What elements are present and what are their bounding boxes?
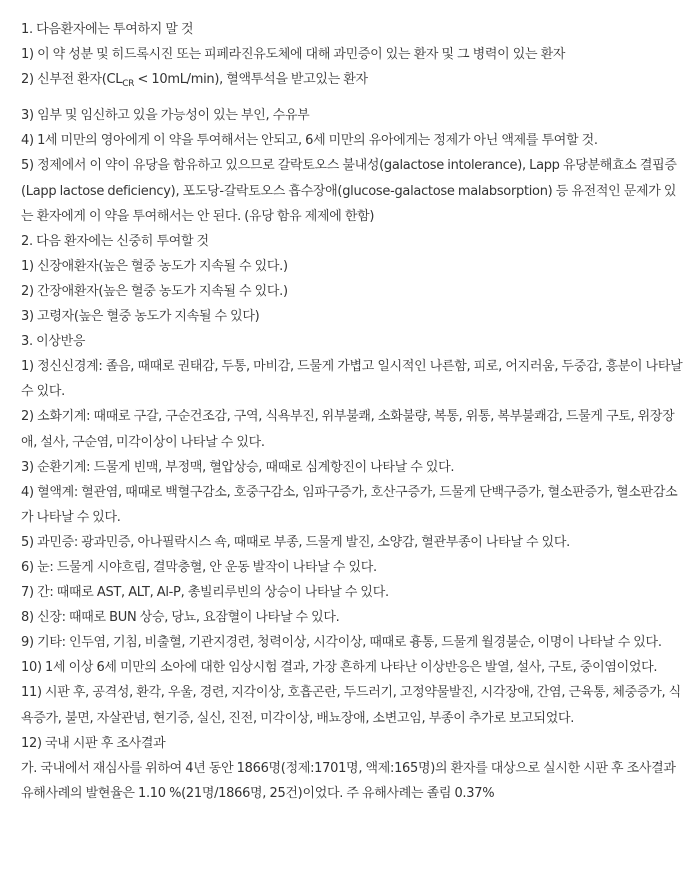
adverse-item-5: 5) 과민증: 광과민증, 아나필락시스 쇽, 때때로 부종, 드물게 발진, 소양감, 혈관부종이 나타날 수 있다. xyxy=(21,534,570,550)
adverse-item-6: 6) 눈: 드물게 시야흐림, 결막충혈, 안 운동 발작이 나타날 수 있다. xyxy=(21,559,377,575)
caution-item-1: 1) 신장애환자(높은 혈중 농도가 지속될 수 있다.) xyxy=(21,258,288,274)
contraindication-item-2 xyxy=(21,67,685,97)
adverse-item-12-a: 가. 국내에서 재심사를 위하여 4년 동안 1866명(정제:1701명, 액제:165명)의 환자를 대상으로 실시한 시판 후 조사결과 유해사례의 발현율은 1.10 %(21명/1866명, 25건)이었다. 주 유해사례는 졸림 0.37% xyxy=(21,760,676,801)
contraindication-item-1: 1) 이 약 성분 및 히드록시진 또는 피페라진유도체에 대해 과민증이 있는 환자 및 그 병력이 있는 환자 xyxy=(21,47,566,63)
contraindication-item-5: 5) 정제에서 이 약이 유당을 함유하고 있으므로 갈락토오스 불내성(galactose intolerance), Lapp 유당분해효소 결핍증(Lapp lactose deficiency), 포도당-갈락토오스 흡수장애(glucose-galactose malabsorption) 등 유전적인 문제가 있는 환자에게 이 약을 투여해서는 안 된다. (유당 함유 제제에 한함) xyxy=(21,158,677,224)
adverse-item-10: 10) 1세 이상 6세 미만의 소아에 대한 임상시험 결과, 가장 흔하게 나타난 이상반응은 발열, 설사, 구토, 중이염이었다. xyxy=(21,660,658,676)
adverse-item-11: 11) 시판 후, 공격성, 환각, 우울, 경련, 지각이상, 호흡곤란, 두드러기, 고정약물발진, 시각장애, 간염, 근육통, 체중증가, 식욕증가, 불면, 자살관념, 현기증, 실신, 진전, 미각이상, 배뇨장애, 소변고임, 부종이 추가로 보고되었다. xyxy=(21,685,681,726)
contraindication-item-4: 4) 1세 미만의 영아에게 이 약을 투여해서는 안되고, 6세 미만의 유아에게는 정제가 아닌 액제를 투여할 것. xyxy=(21,133,598,149)
adverse-item-9: 9) 기타: 인두염, 기침, 비출혈, 기관지경련, 청력이상, 시각이상, 때때로 흉통, 드물게 월경불순, 이명이 나타날 수 있다. xyxy=(21,635,662,651)
clcr-suffix: < 10mL/min), 혈액투석을 받고있는 환자 xyxy=(134,72,368,88)
clcr-subscript: CR xyxy=(122,79,135,90)
adverse-item-8: 8) 신장: 때때로 BUN 상승, 당뇨, 요잠혈이 나타날 수 있다. xyxy=(21,610,340,626)
document-body xyxy=(21,17,685,806)
adverse-item-4: 4) 혈액계: 혈관염, 때때로 백혈구감소, 호중구감소, 임파구증가, 호산구증가, 드물게 단백구증가, 혈소판증가, 혈소판감소가 나타날 수 있다. xyxy=(21,484,678,525)
adverse-item-12: 12) 국내 시판 후 조사결과 xyxy=(21,735,166,751)
section-2-heading: 2. 다음 환자에는 신중히 투여할 것 xyxy=(21,233,209,249)
caution-item-3: 3) 고령자(높은 혈중 농도가 지속될 수 있다) xyxy=(21,309,260,325)
section-3-heading: 3. 이상반응 xyxy=(21,334,86,350)
contraindication-item-3: 3) 임부 및 임신하고 있을 가능성이 있는 부인, 수유부 xyxy=(21,108,310,124)
adverse-item-7: 7) 간: 때때로 AST, ALT, Al-P, 총빌리루빈의 상승이 나타날 수 있다. xyxy=(21,585,389,601)
adverse-item-1: 1) 정신신경계: 졸음, 때때로 권태감, 두통, 마비감, 드물게 가볍고 일시적인 나른함, 피로, 어지러움, 두중감, 흥분이 나타날 수 있다. xyxy=(21,359,683,400)
caution-item-2: 2) 간장애환자(높은 혈중 농도가 지속될 수 있다.) xyxy=(21,283,288,299)
adverse-item-3: 3) 순환기계: 드물게 빈맥, 부정맥, 혈압상승, 때때로 심계항진이 나타날 수 있다. xyxy=(21,459,455,475)
adverse-item-2: 2) 소화기계: 때때로 구갈, 구순건조감, 구역, 식욕부진, 위부불쾌, 소화불량, 복통, 위통, 복부불쾌감, 드물게 구토, 위장장애, 설사, 구순염, 미각이상이 나타날 수 있다. xyxy=(21,409,675,450)
section-1-heading: 1. 다음환자에는 투여하지 말 것 xyxy=(21,22,194,37)
clcr-prefix: 2) 신부전 환자(CL xyxy=(21,72,123,88)
